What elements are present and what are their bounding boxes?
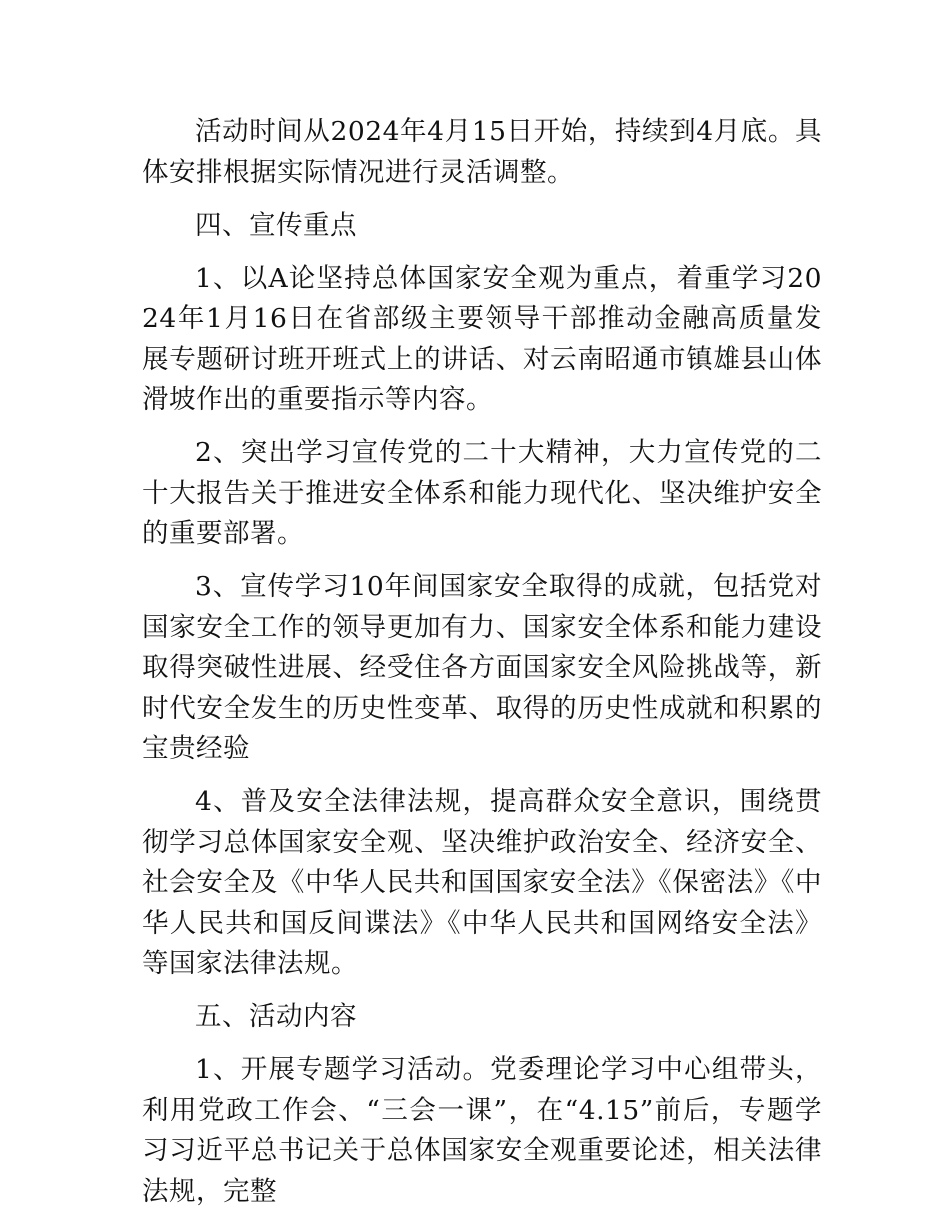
paragraph-focus-2: 2、突出学习宣传党的二十大精神，大力宣传党的二十大报告关于推进安全体系和能力现代化、坚决维护安全的重要部署。 (142, 437, 822, 549)
section-heading-publicity-focus: 四、宣传重点 (195, 209, 357, 241)
paragraph-activity-1: 1、开展专题学习活动。党委理论学习中心组带头，利用党政工作会、“三会一课”，在“4.15”前后，专题学习习近平总书记关于总体国家安全观重要论述，相关法律法规，完整 (142, 1054, 822, 1207)
paragraph-focus-4: 4、普及安全法律法规，提高群众安全意识，围绕贯彻学习总体国家安全观、坚决维护政治安全、经济安全、社会安全及《中华人民共和国国家安全法》《保密法》《中华人民共和国反间谍法》《中华人民共和国网络安全法》等国家法律法规。 (142, 786, 822, 979)
paragraph-focus-3: 3、宣传学习10年间国家安全取得的成就，包括党对国家安全工作的领导更加有力、国家安全体系和能力建设取得突破性进展、经受住各方面国家安全风险挑战等，新时代安全发生的历史性变革、取得的历史性成就和积累的宝贵经验 (142, 571, 822, 764)
document-body (142, 112, 822, 1225)
section-heading-activity-content: 五、活动内容 (195, 1001, 357, 1032)
paragraph-activity-time: 活动时间从2024年4月15日开始，持续到4月底。具体安排根据实际情况进行灵活调整。 (142, 116, 822, 188)
paragraph-focus-1: 1、以A论坚持总体国家安全观为重点，着重学习2024年1月16日在省部级主要领导干部推动金融高质量发展专题研讨班开班式上的讲话、对云南昭通市镇雄县山体滑坡作出的重要指示等内容。 (142, 262, 822, 415)
